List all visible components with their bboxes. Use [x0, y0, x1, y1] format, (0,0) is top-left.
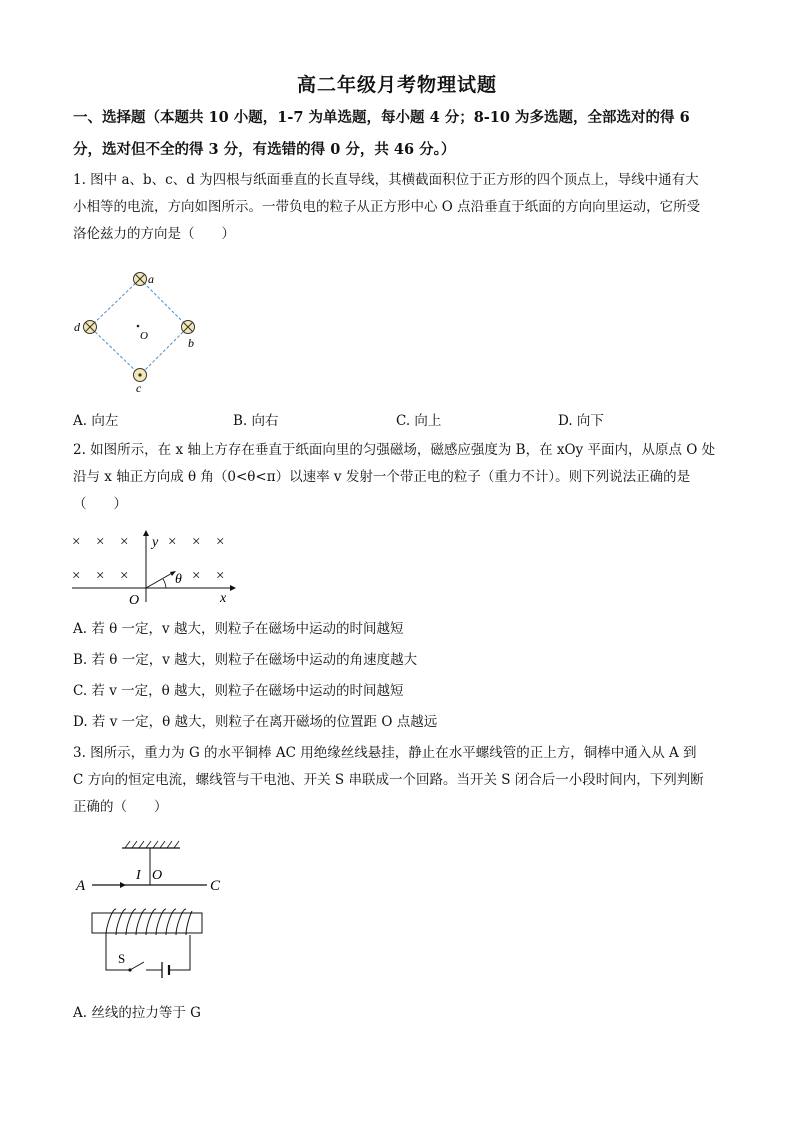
question-2-stem: [73, 437, 723, 518]
field-cross: ×: [120, 568, 129, 584]
field-cross: ×: [192, 534, 201, 550]
section-line-2: 分，选对但不全的得 3 分，有选错的得 0 分，共 46 分。）: [73, 141, 456, 158]
square-outline: [90, 279, 188, 375]
q1-option-a[interactable]: A. 向左: [73, 413, 119, 429]
q1-option-d[interactable]: D. 向下: [558, 413, 604, 429]
x-axis-arrow-icon: [230, 585, 236, 591]
q1-line-3: 洛伦兹力的方向是（ ）: [73, 226, 235, 242]
field-cross: ×: [96, 568, 105, 584]
q3-option-a[interactable]: A. 丝线的拉力等于 G: [73, 1005, 201, 1021]
q2-line-2: 沿与 x 轴正方向成 θ 角（0<θ<π）以速率 v 发射一个带正电的粒子（重力不计）。则下列说法正确的是: [73, 469, 691, 485]
field-cross: ×: [192, 568, 201, 584]
label-a: a: [148, 272, 154, 286]
wire-c-dot-icon: [134, 369, 147, 382]
y-axis-arrow-icon: [143, 530, 149, 536]
wire-d-cross-icon: [84, 321, 97, 334]
q3-figure: [70, 835, 240, 985]
theta-label: θ: [175, 572, 182, 587]
page-title: 高二年级月考物理试题: [296, 74, 497, 96]
field-cross: ×: [72, 534, 81, 550]
q2-option-c[interactable]: C. 若 v 一定，θ 越大，则粒子在磁场中运动的时间越短: [73, 683, 404, 699]
q2-option-d[interactable]: D. 若 v 一定，θ 越大，则粒子在离开磁场的位置距 O 点越远: [73, 714, 438, 730]
wire-right: [169, 935, 190, 970]
x-label: x: [220, 591, 227, 606]
current-arrow-icon: [120, 882, 126, 888]
field-cross: ×: [96, 534, 105, 550]
q3-line-2: C 方向的恒定电流，螺线管与干电池、开关 S 串联成一个回路。当开关 S 闭合后一小段时间内，下列判断: [73, 772, 704, 788]
magnetic-field-crosses: [72, 534, 224, 584]
field-cross: ×: [168, 534, 177, 550]
section-line-1: 一、选择题（本题共 10 小题，1-7 为单选题，每小题 4 分；8-10 为多选题，全部选对的得 6: [73, 109, 690, 126]
label-a: A: [76, 878, 86, 894]
q1-option-b[interactable]: B. 向右: [233, 413, 279, 429]
field-cross: ×: [120, 534, 129, 550]
q3-line-1: 3. 图所示，重力为 G 的水平铜棒 AC 用绝缘丝线悬挂，静止在水平螺线管的正上方，铜棒中通入从 A 到: [73, 745, 697, 761]
q2-figure: [70, 528, 245, 608]
theta-arc: [163, 579, 166, 588]
q1-line-2: 小相等的电流，方向如图所示。一带负电的粒子从正方形中心 O 点沿垂直于纸面的方向向里运动，它所受: [73, 199, 701, 215]
label-o: O: [140, 330, 148, 342]
field-cross: ×: [216, 534, 225, 550]
label-o: O: [152, 868, 163, 883]
field-cross: ×: [216, 568, 225, 584]
q2-option-b[interactable]: B. 若 θ 一定，v 越大，则粒子在磁场中运动的角速度越大: [73, 652, 418, 668]
switch-blade: [130, 962, 144, 970]
q2-line-3: （ ）: [73, 496, 127, 512]
field-cross: ×: [72, 568, 81, 584]
wire-b-cross-icon: [182, 321, 195, 334]
label-c: c: [136, 381, 142, 395]
q2-line-1: 2. 如图所示，在 x 轴上方存在垂直于纸面向里的匀强磁场，磁感应强度为 B，在 xOy 平面内，从原点 O 处: [73, 442, 716, 458]
center-point: [137, 325, 140, 328]
ceiling-hatch: [125, 841, 179, 848]
q2-option-a[interactable]: A. 若 θ 一定，v 越大，则粒子在磁场中运动的时间越短: [73, 621, 404, 637]
switch-pivot: [128, 968, 131, 971]
question-1-stem: [73, 167, 723, 248]
label-b: b: [188, 336, 194, 350]
section-heading: [73, 102, 723, 166]
q3-line-3: 正确的（ ）: [73, 799, 168, 815]
question-3-stem: [73, 740, 723, 821]
label-d: d: [74, 320, 80, 334]
label-s: S: [118, 951, 126, 966]
y-label: y: [152, 535, 159, 550]
origin-label: O: [129, 593, 140, 608]
q1-figure: [70, 265, 210, 395]
label-i: I: [136, 868, 141, 883]
velocity-vector: [146, 572, 174, 588]
q1-option-c[interactable]: C. 向上: [396, 413, 442, 429]
q1-line-1: 1. 图中 a、b、c、d 为四根与纸面垂直的长直导线，其横截面积位于正方形的四个顶点上，导线中通有大: [73, 172, 699, 188]
wire-a-cross-icon: [134, 273, 147, 286]
label-c: C: [210, 878, 221, 894]
